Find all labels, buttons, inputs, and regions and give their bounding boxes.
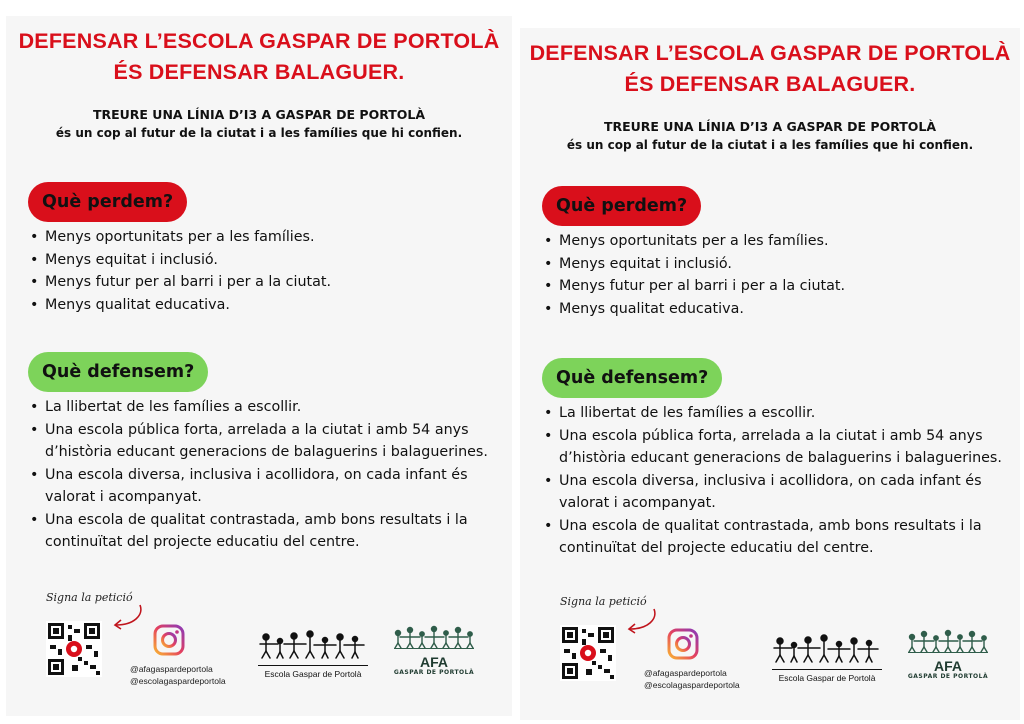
list-item: • Una escola de qualitat contrastada, amb bons resultats i la continuïtat del projecte educatiu del centre. <box>28 509 498 554</box>
afa-families-logo <box>906 629 990 653</box>
school-logo <box>772 633 882 683</box>
flyer-title <box>6 16 512 88</box>
afa-logo <box>392 625 476 676</box>
qr-code-icon[interactable] <box>46 621 102 677</box>
school-logo <box>258 629 368 679</box>
instagram-icon[interactable] <box>152 623 186 657</box>
losses-list <box>542 230 1006 320</box>
instagram-handles <box>130 663 226 687</box>
petition-label: Signa la petició <box>560 595 647 608</box>
section-defend <box>28 352 498 554</box>
petition-label: Signa la petició <box>46 591 133 604</box>
title-line-1: DEFENSAR L’ESCOLA GASPAR DE PORTOLÀ <box>529 41 1011 65</box>
heading-defend: Què defensem? <box>28 352 208 392</box>
school-logo-label: Escola Gaspar de Portolà <box>258 665 368 679</box>
list-item: • Menys futur per al barri i per a la ciutat. <box>542 275 1006 298</box>
list-item: • Menys oportunitats per a les famílies. <box>28 226 498 249</box>
subtitle-line-1: TREURE UNA LÍNIA D’I3 A GASPAR DE PORTOLÀ <box>92 107 426 122</box>
heading-losses: Què perdem? <box>28 182 187 222</box>
subtitle-line-2: és un cop al futur de la ciutat i a les famílies que hi confien. <box>566 138 974 152</box>
list-item: • Menys equitat i inclusió. <box>542 253 1006 276</box>
heading-defend: Què defensem? <box>542 358 722 398</box>
afa-logo-title: AFA <box>934 658 962 674</box>
flyer-left <box>6 16 512 716</box>
subtitle-line-2: és un cop al futur de la ciutat i a les famílies que hi confien. <box>55 126 463 140</box>
handle-afa[interactable]: @afagaspardeportola <box>644 668 727 678</box>
section-losses <box>542 186 1006 320</box>
flyer-subtitle <box>6 106 512 142</box>
title-line-2: ÉS DEFENSAR BALAGUER. <box>624 72 916 96</box>
arrow-icon <box>106 603 146 631</box>
list-item: • Una escola diversa, inclusiva i acollidora, on cada infant és valorat i acompanyat. <box>542 470 1006 515</box>
subtitle-line-1: TREURE UNA LÍNIA D’I3 A GASPAR DE PORTOLÀ <box>603 119 937 134</box>
list-item: • La llibertat de les famílies a escollir. <box>542 402 1006 425</box>
afa-logo-subtitle: GASPAR DE PORTOLÀ <box>393 669 475 676</box>
afa-logo-title: AFA <box>420 654 448 670</box>
arrow-icon <box>620 607 660 635</box>
heading-losses: Què perdem? <box>542 186 701 226</box>
flyer-right <box>520 28 1020 720</box>
list-item: • Una escola pública forta, arrelada a la ciutat i amb 54 anys d’història educant generacions de balaguerins i balaguerines. <box>28 419 498 464</box>
list-item: • Menys oportunitats per a les famílies. <box>542 230 1006 253</box>
losses-list <box>28 226 498 316</box>
section-defend <box>542 358 1006 560</box>
instagram-icon[interactable] <box>666 627 700 661</box>
school-logo-label: Escola Gaspar de Portolà <box>772 669 882 683</box>
school-families-logo <box>258 629 368 659</box>
flyer-subtitle <box>520 118 1020 154</box>
handle-school[interactable]: @escolagaspardeportola <box>130 676 226 686</box>
afa-logo <box>906 629 990 680</box>
defend-list <box>28 396 498 554</box>
list-item: • Una escola pública forta, arrelada a la ciutat i amb 54 anys d’història educant generacions de balaguerins i balaguerines. <box>542 425 1006 470</box>
instagram-handles <box>644 667 740 691</box>
school-families-logo <box>772 633 882 663</box>
section-losses <box>28 182 498 316</box>
list-item: • Menys qualitat educativa. <box>542 298 1006 321</box>
list-item: • Menys futur per al barri i per a la ciutat. <box>28 271 498 294</box>
flyer-title <box>520 28 1020 100</box>
list-item: • La llibertat de les famílies a escollir. <box>28 396 498 419</box>
qr-code-icon[interactable] <box>560 625 616 681</box>
handle-school[interactable]: @escolagaspardeportola <box>644 680 740 690</box>
list-item: • Una escola de qualitat contrastada, amb bons resultats i la continuïtat del projecte educatiu del centre. <box>542 515 1006 560</box>
list-item: • Menys qualitat educativa. <box>28 294 498 317</box>
handle-afa[interactable]: @afagaspardeportola <box>130 664 213 674</box>
defend-list <box>542 402 1006 560</box>
title-line-2: ÉS DEFENSAR BALAGUER. <box>113 60 405 84</box>
afa-families-logo <box>392 625 476 649</box>
list-item: • Menys equitat i inclusió. <box>28 249 498 272</box>
flyer-footer <box>520 595 1020 720</box>
flyer-footer <box>6 591 512 716</box>
title-line-1: DEFENSAR L’ESCOLA GASPAR DE PORTOLÀ <box>18 29 500 53</box>
list-item: • Una escola diversa, inclusiva i acollidora, on cada infant és valorat i acompanyat. <box>28 464 498 509</box>
afa-logo-subtitle: GASPAR DE PORTOLÀ <box>907 673 989 680</box>
